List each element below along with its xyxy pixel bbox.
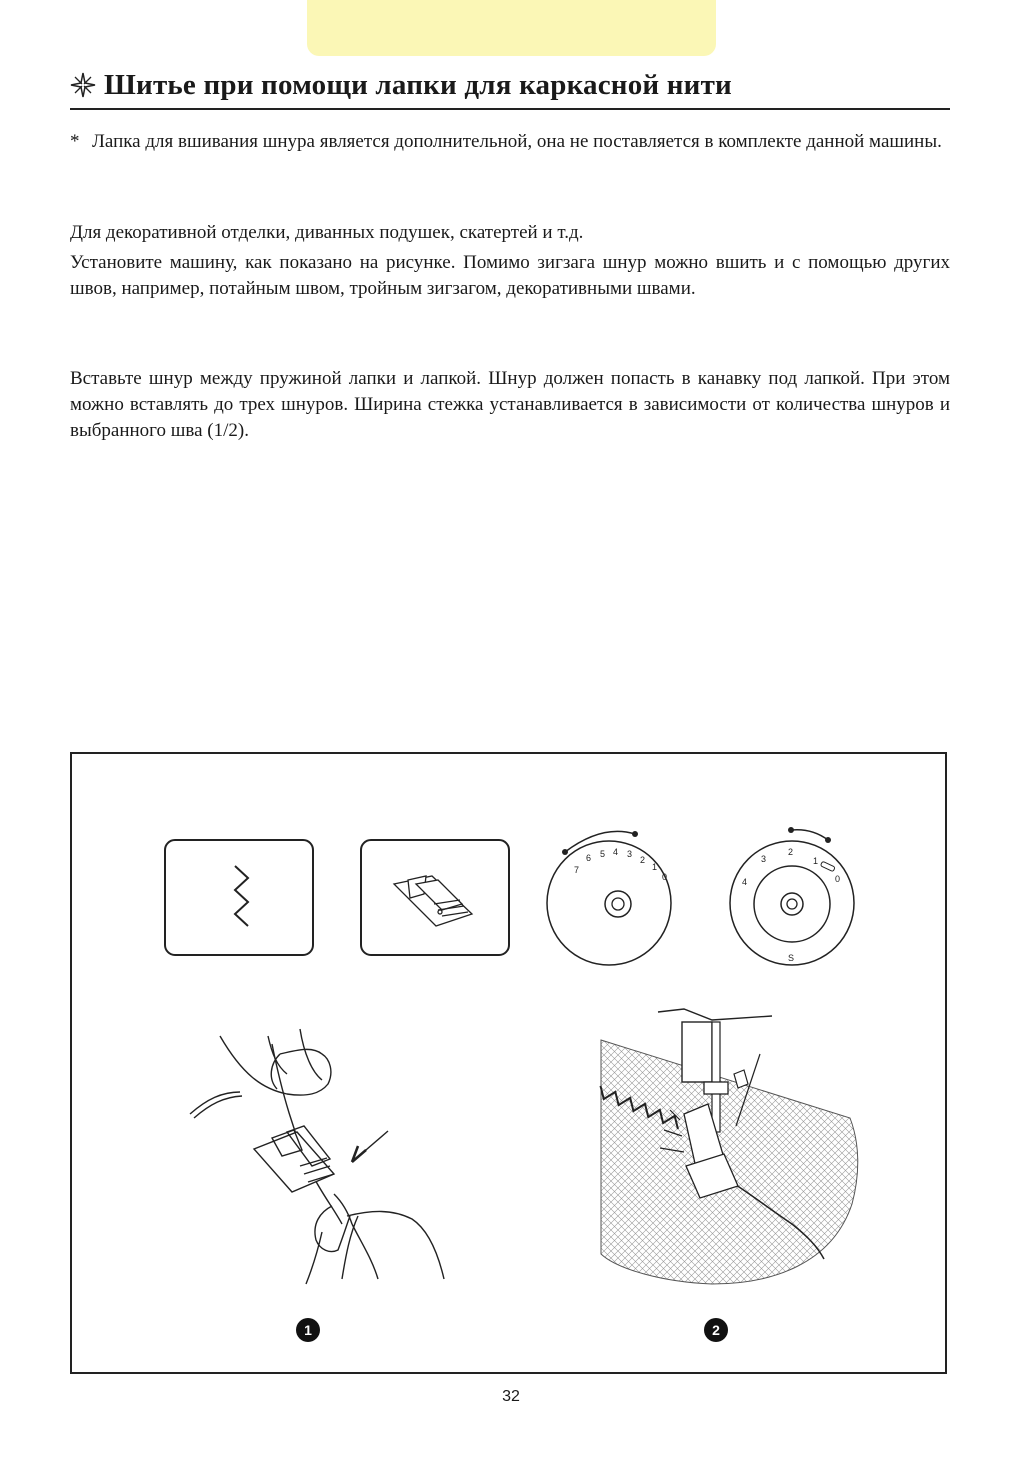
step-badge-1	[296, 1318, 320, 1342]
width-dial-7: 7	[574, 865, 580, 875]
zigzag-stitch-panel	[165, 840, 313, 955]
length-dial-s: S	[788, 953, 795, 963]
length-dial-3: 3	[761, 854, 767, 864]
width-dial-1: 1	[652, 862, 658, 872]
width-dial-4: 4	[613, 847, 619, 857]
hands-inserting-cord-illustration	[190, 1029, 444, 1284]
length-dial-4: 4	[742, 877, 748, 887]
section-title-text: Шитье при помощи лапки для каркасной нити	[104, 68, 732, 101]
stitch-length-dial	[730, 827, 854, 965]
stitch-width-dial	[547, 831, 671, 965]
section-title	[70, 62, 950, 110]
instruction-figure	[70, 752, 947, 1374]
width-dial-5: 5	[600, 849, 606, 859]
compass-star-icon	[70, 72, 96, 98]
paragraph-usage: Для декоративной отделки, диванных подушек, скатертей и т.д.	[70, 222, 584, 243]
width-dial-3: 3	[627, 849, 633, 859]
figure-illustration	[72, 754, 949, 1376]
note-text: Лапка для вшивания шнура является дополнительной, она не поставляется в комплекте данной машины.	[92, 131, 942, 152]
length-dial-0: 0	[835, 874, 841, 884]
step-badge-2	[704, 1318, 728, 1342]
length-dial-1: 1	[813, 856, 819, 866]
length-dial-range-arc	[791, 830, 828, 840]
accessory-note	[70, 129, 950, 155]
svg-text:2: 2	[712, 1322, 720, 1338]
length-dial-2: 2	[788, 847, 794, 857]
machine-sewing-cord-illustration	[596, 1009, 857, 1284]
note-marker: *	[70, 131, 80, 152]
width-dial-6: 6	[586, 853, 592, 863]
page-number: 32	[502, 1388, 520, 1405]
width-dial-2: 2	[640, 855, 646, 865]
svg-text:1: 1	[304, 1322, 312, 1338]
cording-foot-panel	[361, 840, 509, 955]
header-tab	[307, 0, 716, 56]
paragraph-setup: Установите машину, как показано на рисунке. Помимо зигзага шнур можно вшить и с помощью других швов, например, потайным швом, тройным зигзагом, декоративными швами.	[70, 252, 950, 299]
paragraph-insert-cord: Вставьте шнур между пружиной лапки и лапкой. Шнур должен попасть в канавку под лапкой. При этом можно вставлять до трех шнуров. Ширина стежка устанавливается в зависимости от количества шнуров и выбранного шва (1/2).	[70, 368, 950, 441]
width-dial-0: 0	[662, 872, 668, 882]
